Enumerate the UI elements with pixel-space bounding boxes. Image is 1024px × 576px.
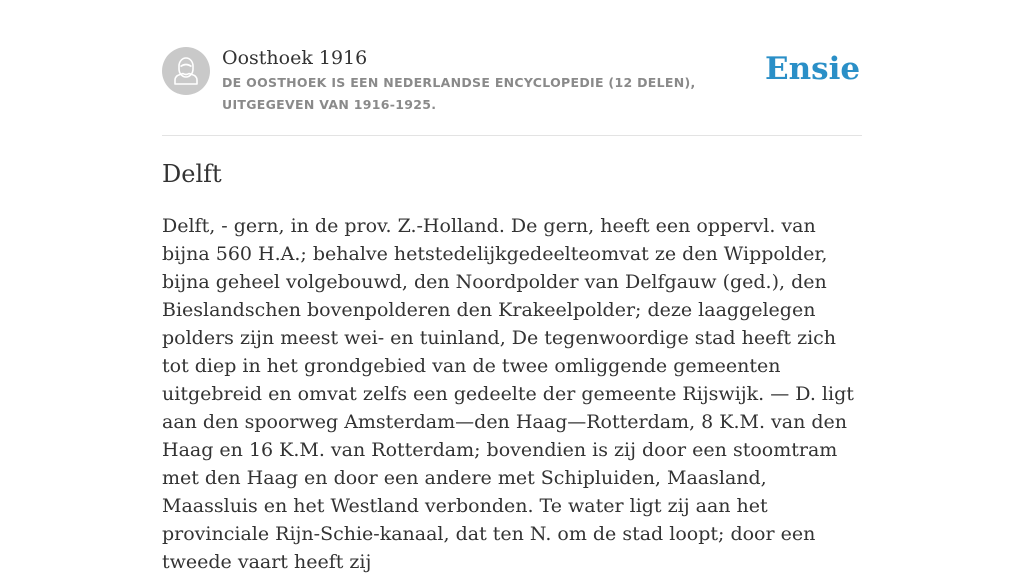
header-divider: [162, 135, 862, 136]
source-title[interactable]: Oosthoek 1916: [222, 47, 368, 69]
article-title: Delft: [162, 160, 222, 188]
source-description: DE OOSTHOEK IS EEN NEDERLANDSE ENCYCLOPEDIE (12 DELEN), UITGEGEVEN VAN 1916-1925.: [222, 75, 696, 112]
source-header: [162, 46, 862, 136]
article-body: Delft, - gern, in de prov. Z.-Holland. De gern, heeft een oppervl. van bijna 560 H.A.; behalve hetstedelijkgedeelteomvat ze den Wippolder, bijna geheel volgebouwd, den Noordpolder van Delfgauw (ged.), den Bieslandschen bovenpolderen den Krakeelpolder; deze laaggelegen polders zijn meest wei- en tuinland, De tegenwoordige stad heeft zich tot diep in het grondgebied van de twee omliggende gemeenten uitgebreid en omvat zelfs een gedeelte der gemeente Rijswijk. — D. ligt aan den spoorweg Amsterdam—den Haag—Rotterdam, 8 K.M. van den Haag en 16 K.M. van Rotterdam; bovendien is zij door een stoomtram met den Haag en door een andere met Schipluiden, Maasland, Maassluis en het Westland verbonden. Te water ligt zij aan het provinciale Rijn-Schie-kanaal, dat ten N. om de stad loopt; door een tweede vaart heeft zij: [162, 215, 854, 573]
user-avatar-icon[interactable]: [162, 47, 210, 95]
ensie-logo[interactable]: Ensie: [765, 51, 861, 87]
